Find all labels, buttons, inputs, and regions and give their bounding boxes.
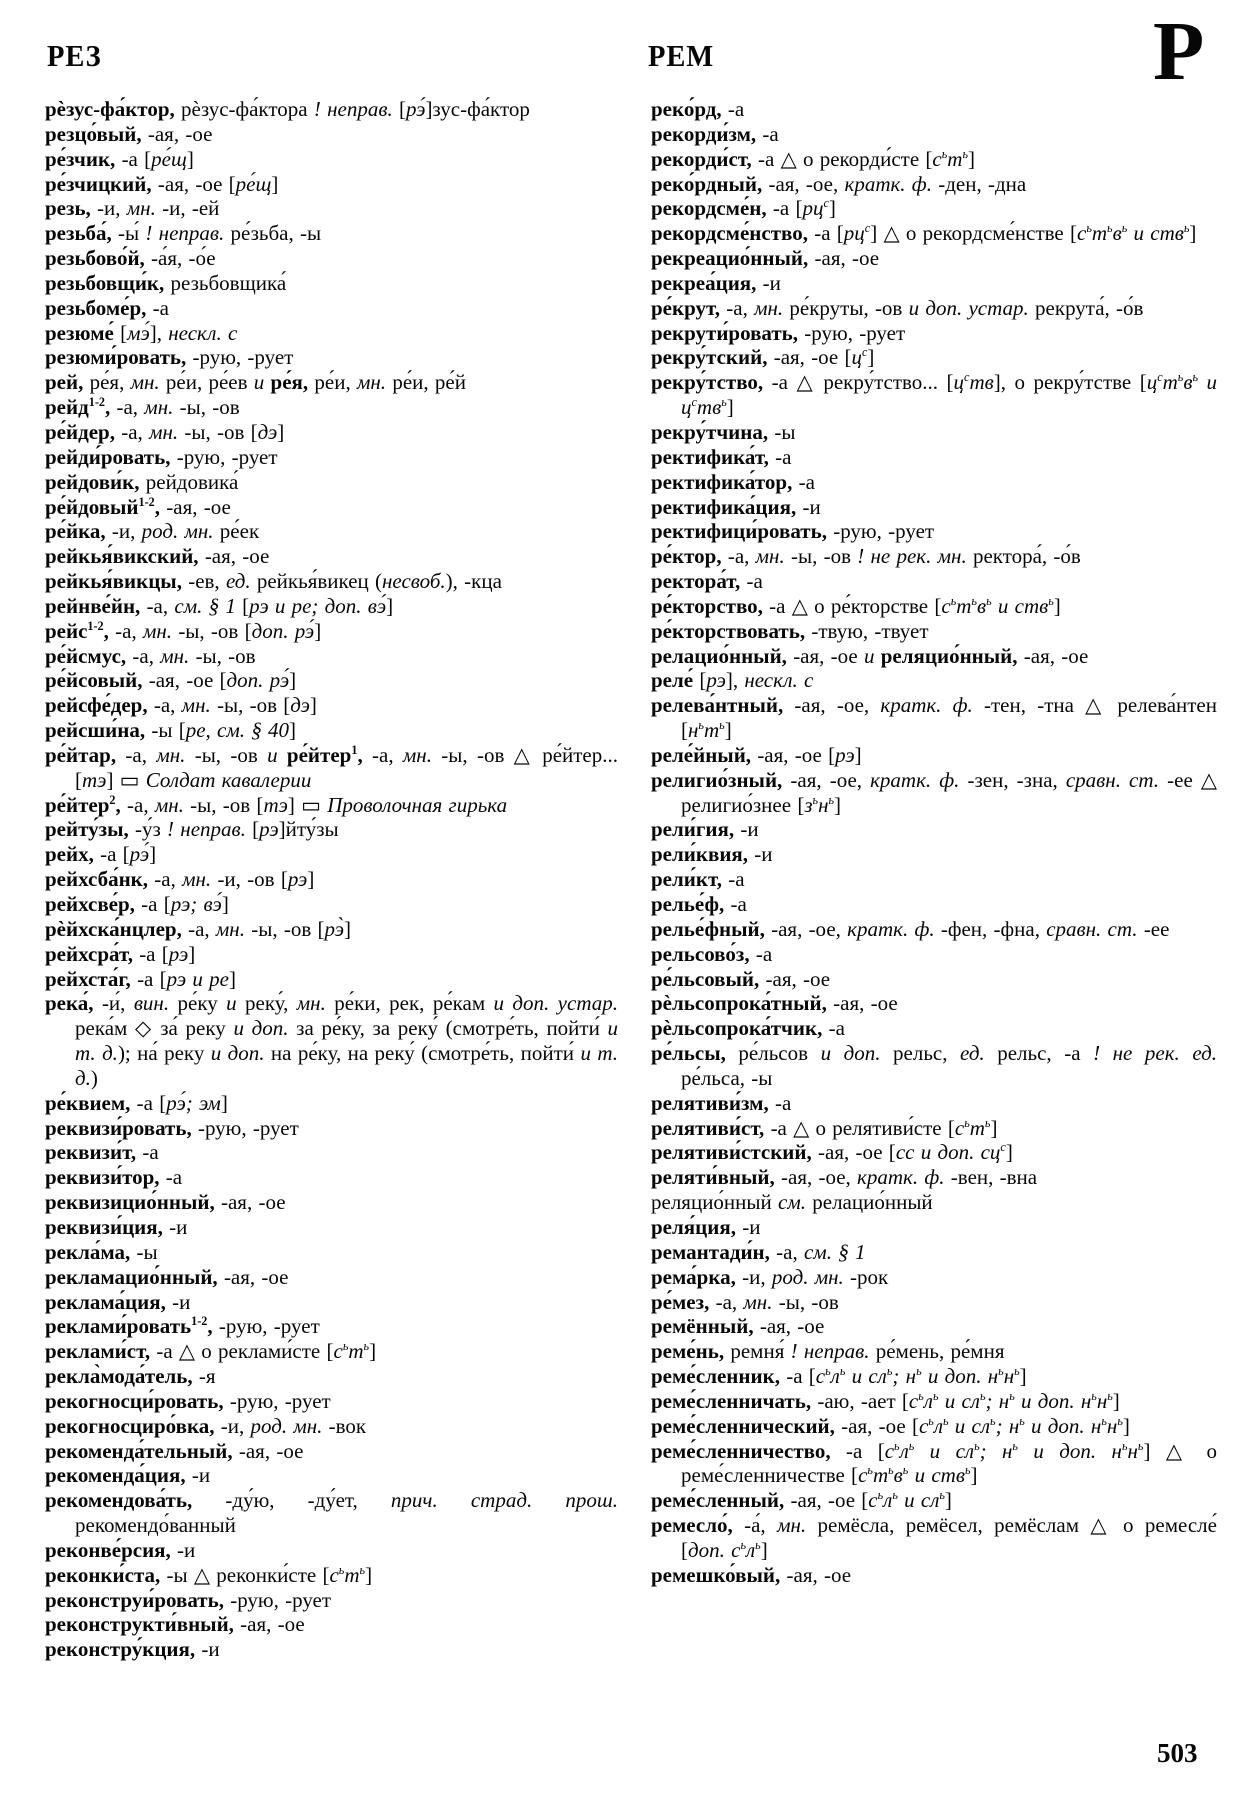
dictionary-entry: рейкья́викский, -ая, -ое bbox=[45, 544, 270, 569]
page-number: 503 bbox=[1157, 1738, 1198, 1768]
dictionary-entry: реме́сленник, -а [$с^ьл^ь$ и $сл^ь$; $н^ь$ и доп. $н^ьн^ь$] bbox=[651, 1364, 1027, 1389]
dictionary-entry: рейд$^{1-2}$, -а, мн. -ы, -ов bbox=[45, 395, 240, 420]
dictionary-entry: ре́кторство, -а △ о ре́кторстве [$с^ьт^ьв^ь$ и ств$^ь$] bbox=[651, 593, 1061, 618]
dictionary-entry: рейс$^{1-2}$, -а, мн. -ы, -ов [доп. рэ́] bbox=[45, 618, 322, 643]
dictionary-entry: ректифици́ровать, -рую, -рует bbox=[651, 519, 935, 544]
dictionary-entry: ре́кторствовать, -твую, -твует bbox=[651, 618, 929, 643]
dictionary-entry: резцо́вый, -ая, -ое bbox=[45, 121, 213, 146]
dictionary-entry: реме́сленничество, -а [$с^ьл^ь$ и $сл^ь$; $н^ь$ и доп. $н^ьн^ь$] △ о реме́сленничестве [$с^ьт^ьв^ь$ и ств$^ь$] bbox=[651, 1438, 1218, 1488]
dictionary-entry: религио́зный, -ая, -ое, кратк. ф. -зен, -зна, сравн. ст. -ее △ религио́знее $[з^ьн^ь]$ bbox=[651, 767, 1217, 817]
dictionary-entry: реле́йный, -ая, -ое [рэ] bbox=[651, 742, 862, 767]
dictionary-entry: резьбово́й, -а́я, -о́е bbox=[45, 246, 216, 271]
dictionary-entry: рейди́ровать, -рую, -рует bbox=[45, 444, 278, 469]
dictionary-entry: реме́сленничать, -аю, -ает [$с^ьл^ь$ и $сл^ь$; $н^ь$ и доп. $н^ьн^ь$] bbox=[651, 1388, 1120, 1413]
dictionary-entry: резьбовщи́к, резьбовщика́ bbox=[45, 270, 287, 295]
dictionary-entry: ре́йдовый$^{1-2}$, -ая, -ое bbox=[45, 494, 231, 519]
dictionary-entry: рейкья́викцы, -ев, ед. рейкья́викец (несвоб.), -кца bbox=[45, 569, 502, 594]
dictionary-entry: рекорди́зм, -а bbox=[651, 121, 779, 146]
dictionary-entry: ремантади́н, -а, см. § 1 bbox=[651, 1239, 866, 1264]
dictionary-entry: рели́гия, -и bbox=[651, 817, 759, 842]
dictionary-entry: реквизи́тор, -а bbox=[45, 1165, 183, 1190]
dictionary-entry: рѐльсопрока́тчик, -а bbox=[651, 1016, 845, 1041]
dictionary-entry: реля́ция, -и bbox=[651, 1214, 761, 1239]
dictionary-entry: реквизи́ция, -и bbox=[45, 1214, 188, 1239]
dictionary-entry: рейдови́к, рейдовика́ bbox=[45, 469, 239, 494]
dictionary-entry: рекордсме́н, -а $[рц^с]$ bbox=[651, 196, 836, 221]
dictionary-entry: рекреацио́нный, -ая, -ое bbox=[651, 246, 880, 271]
dictionary-entry: реме́сленный, -ая, -ое [$с^ьл^ь$ и $сл^ь$] bbox=[651, 1488, 952, 1513]
dictionary-entry: реме́сленнический, -ая, -ое [$с^ьл^ь$ и $сл^ь$; $н^ь$ и доп. $н^ьн^ь$] bbox=[651, 1413, 1130, 1438]
dictionary-entry: ре́йтер$^2$, -а, мн. -ы, -ов [тэ] ▭ Проволочная гирька bbox=[45, 792, 508, 817]
dictionary-entry: резюме́ [мэ́], нескл. с bbox=[45, 320, 238, 345]
dictionary-entry: рейсши́на, -ы [ре, см. § 40] bbox=[45, 718, 297, 743]
dictionary-entry: рѐйхска́нцлер, -а, мн. -ы, -ов [рэ̀] bbox=[45, 916, 351, 941]
dictionary-entry: рейхсба́нк, -а, мн. -и, -ов [рэ] bbox=[45, 867, 315, 892]
dictionary-entry: релятиви́зм, -а bbox=[651, 1090, 792, 1115]
dictionary-entry: резьба́, -ы́ ! неправ. ре́зьба, -ы bbox=[45, 221, 322, 246]
dictionary-entry: ректифика́т, -а bbox=[651, 444, 792, 469]
dictionary-entry: рекру́тчина, -ы bbox=[651, 419, 796, 444]
dictionary-entry: рекоменда́ция, -и bbox=[45, 1463, 211, 1488]
dictionary-entry: ре́льсовый, -ая, -ое bbox=[651, 966, 831, 991]
dictionary-entry: река́, -и́, вин. ре́ку и реку́, мн. ре́ки, рек, ре́кам и доп. устар. река́м ◇ за́ реку и доп. за ре́ку, за реку́ (смотре́ть, пойти́ и т. д.); на́ реку и доп. на ре́ку, на реку́ (смотре́ть, пойти́ и т. д.) bbox=[45, 991, 619, 1090]
dictionary-entry: реклами́ровать$^{1-2}$, -рую, -рует bbox=[45, 1314, 320, 1339]
dictionary-entry: рели́квия, -и bbox=[651, 842, 773, 867]
dictionary-entry: релацио́нный, -ая, -ое и реляцио́нный, -ая, -ое bbox=[651, 643, 1089, 668]
right-column-entries bbox=[651, 97, 1217, 1588]
dictionary-entry: рекру́тский, -ая, -ое $[ц^с]$ bbox=[651, 345, 875, 370]
dictionary-entry: рѐльсопрока́тный, -ая, -ое bbox=[651, 991, 898, 1016]
dictionary-entry: реконструкти́вный, -ая, -ое bbox=[45, 1612, 305, 1637]
text-columns bbox=[45, 97, 1217, 1662]
dictionary-entry: релева́нтный, -ая, -ое, кратк. ф. -тен, -тна △ релева́нтен $[н^ьт^ь]$ bbox=[651, 693, 1217, 743]
dictionary-entry: релятиви́стский, -ая, -ое [сс и доп. $сц^с$] bbox=[651, 1140, 1013, 1165]
dictionary-entry: ремённый, -ая, -ое bbox=[651, 1314, 825, 1339]
left-column bbox=[45, 97, 618, 1662]
dictionary-entry: рекорди́ст, -а △ о рекорди́сте $[с^ьт^ь]$ bbox=[651, 146, 975, 171]
dictionary-entry: ре́йтар, -а, мн. -ы, -ов и ре́йтер$^1$, -а, мн. -ы, -ов △ ре́йтер... [тэ] ▭ Солдат кавалерии bbox=[45, 742, 619, 792]
dictionary-entry: резюми́ровать, -рую, -рует bbox=[45, 345, 294, 370]
dictionary-entry: релятиви́ст, -а △ о релятиви́сте $[с^ьт^ь]$ bbox=[651, 1115, 998, 1140]
dictionary-entry: ремесло́, -а́, мн. ремёсла, ремёсел, ремёслам △ о ремесле́ [доп. $с^ьл^ь$] bbox=[651, 1513, 1217, 1562]
dictionary-entry: рекогносци́ровать, -рую, -рует bbox=[45, 1388, 331, 1413]
dictionary-entry: реквизицио́нный, -ая, -ое bbox=[45, 1190, 286, 1215]
dictionary-entry: ре́льсы, ре́льсов и доп. рельс, ед. рельс, -а ! не рек. ед. ре́льса, -ы bbox=[651, 1041, 1217, 1090]
dictionary-entry: рекреа́ция, -и bbox=[651, 270, 781, 295]
dictionary-entry: рекомендова́ть, -ду́ю, -ду́ет, прич. страд. прош. рекомендо́ванный bbox=[45, 1488, 618, 1538]
dictionary-entry: релье́ф, -а bbox=[651, 892, 747, 916]
dictionary-entry: рели́кт, -а bbox=[651, 867, 745, 892]
dictionary-entry: рекла́ма, -ы bbox=[45, 1239, 158, 1264]
dictionary-entry: реклами́ст, -а △ о реклами́сте $[с^ьт^ь]$ bbox=[45, 1339, 377, 1364]
dictionary-entry: ректифика́тор, -а bbox=[651, 469, 815, 494]
dictionary-entry: реле́ [рэ], нескл. с bbox=[651, 668, 814, 693]
dictionary-entry: рема́рка, -и, род. мн. -рок bbox=[651, 1264, 889, 1289]
dictionary-entry: ре́квием, -а [рэ́; эм] bbox=[45, 1090, 228, 1115]
dictionary-entry: рейхсве́р, -а [рэ; вэ́] bbox=[45, 892, 229, 916]
dictionary-entry: реконве́рсия, -и bbox=[45, 1537, 196, 1562]
dictionary-entry: рекоменда́тельный, -ая, -ое bbox=[45, 1438, 304, 1463]
dictionary-entry: рекла̀мода́тель, -я bbox=[45, 1364, 216, 1389]
dictionary-entry: реляти́вный, -ая, -ое, кратк. ф. -вен, -вна bbox=[651, 1165, 1038, 1190]
dictionary-entry: ре́йсмус, -а, мн. -ы, -ов bbox=[45, 643, 256, 668]
dictionary-entry: ремешко́вый, -ая, -ое bbox=[651, 1562, 852, 1587]
dictionary-entry: ре́зчицкий, -ая, -ое [ре́щ] bbox=[45, 171, 279, 196]
section-letter: Р bbox=[1153, 5, 1205, 98]
dictionary-entry: релье́фный, -ая, -ое, кратк. ф. -фен, -фна, сравн. ст. -ее bbox=[651, 916, 1170, 941]
dictionary-entry: рекрути́ровать, -рую, -рует bbox=[651, 320, 906, 345]
dictionary-entry: реклама́ция, -и bbox=[45, 1289, 191, 1314]
dictionary-entry: рекордсме́нство, -а $[рц^с]$ △ о рекордсме́нстве [$с^ьт^ьв^ь$ и ств$^ь$] bbox=[651, 221, 1197, 246]
dictionary-entry: реляцио́нный см. релацио́нный bbox=[651, 1190, 933, 1215]
guide-word-left: РЕЗ bbox=[47, 38, 102, 73]
dictionary-entry: реквизи́ровать, -рую, -рует bbox=[45, 1115, 299, 1140]
dictionary-entry: рельсово́з, -а bbox=[651, 941, 773, 966]
right-column bbox=[651, 97, 1217, 1662]
dictionary-entry: ре́крут, -а, мн. ре́круты, -ов и доп. устар. рекрута́, -о́в bbox=[651, 295, 1144, 320]
dictionary-entry: ре́мез, -а, мн. -ы, -ов bbox=[651, 1289, 839, 1314]
dictionary-entry: рекогносциро́вка, -и, род. мн. -вок bbox=[45, 1413, 367, 1438]
dictionary-entry: реквизи́т, -а bbox=[45, 1140, 159, 1165]
dictionary-entry: рейхста́г, -а [рэ и ре] bbox=[45, 966, 236, 991]
dictionary-entry: ре́зчик, -а [ре́щ] bbox=[45, 146, 194, 171]
dictionary-entry: рекру́тство, -а △ рекру́тство... $[ц^ств]$, о рекру́тстве [$ц^ст^ьв^ь$ и $ц^ств^ь$] bbox=[651, 370, 1218, 420]
left-column-entries bbox=[45, 97, 618, 1662]
dictionary-entry: ректифика́ция, -и bbox=[651, 494, 821, 519]
dictionary-entry: рейту́зы, -у́з ! неправ. [рэ]йту́зы bbox=[45, 817, 339, 842]
dictionary-entry: реко́рд, -а bbox=[651, 97, 745, 121]
dictionary-entry: ре́йсовый, -ая, -ое [доп. рэ́] bbox=[45, 668, 297, 693]
dictionary-entry: рейсфе́дер, -а, мн. -ы, -ов [дэ] bbox=[45, 693, 317, 718]
dictionary-entry: рѐзус-фа́ктор, рѐзус-фа́ктора ! неправ. [рэ́]зус-фа́ктор bbox=[45, 97, 530, 121]
guide-word-right: РЕМ bbox=[648, 38, 715, 73]
dictionary-entry: резьбоме́р, -а bbox=[45, 295, 169, 320]
dictionary-entry: реконстру́кция, -и bbox=[45, 1637, 220, 1662]
dictionary-entry: рекламацио́нный, -ая, -ое bbox=[45, 1264, 289, 1289]
dictionary-entry: ре́йдер, -а, мн. -ы, -ов [дэ] bbox=[45, 419, 285, 444]
dictionary-entry: реко́рдный, -ая, -ое, кратк. ф. -ден, -дна bbox=[651, 171, 1027, 196]
dictionary-entry: реконструи́ровать, -рую, -рует bbox=[45, 1587, 332, 1612]
dictionary-entry: рейнве́йн, -а, см. § 1 [рэ и ре; доп. вэ́] bbox=[45, 593, 394, 618]
dictionary-entry: рей, ре́я, мн. ре́и, ре́ев и ре́я, ре́и, мн. ре́и, ре́й bbox=[45, 370, 466, 395]
dictionary-entry: ректора́т, -а bbox=[651, 569, 763, 594]
dictionary-entry: рейхсра́т, -а [рэ] bbox=[45, 941, 196, 966]
dictionary-entry: резь, -и, мн. -и, -ей bbox=[45, 196, 220, 221]
dictionary-entry: реме́нь, ремня́ ! неправ. ре́мень, ре́мня bbox=[651, 1339, 1005, 1364]
dictionary-entry: ре́ктор, -а, мн. -ы, -ов ! не рек. мн. ректора́, -о́в bbox=[651, 544, 1081, 569]
dictionary-entry: ре́йка, -и, род. мн. ре́ек bbox=[45, 519, 260, 544]
dictionary-entry: рейх, -а [рэ́] bbox=[45, 842, 157, 867]
dictionary-entry: реконки́ста, -ы △ реконки́сте $[с^ьт^ь]$ bbox=[45, 1562, 373, 1587]
